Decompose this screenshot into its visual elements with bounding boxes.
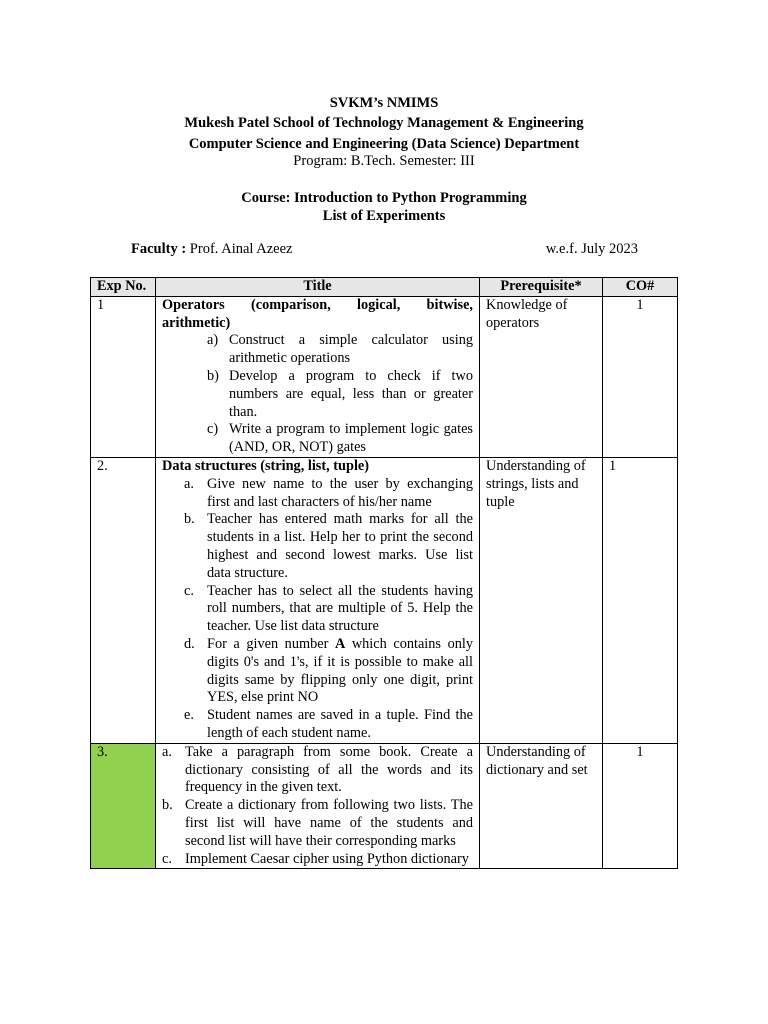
faculty-name: Prof. Ainal Azeez [186, 241, 293, 257]
exp-heading: Data structures (string, list, tuple) [162, 457, 370, 474]
list-item: d. For a given number A which contains only digits 0's and 1's, if it is possible to make all digits same by flipping only one digit, print YES, else print NO [184, 635, 473, 706]
co-cell: 1 [603, 457, 678, 743]
list-item: c) Write a program to implement logic gates (AND, OR, NOT) gates [207, 421, 473, 456]
exp-number: 2. [91, 457, 156, 743]
course-title: Course: Introduction to Python Programming [241, 190, 527, 206]
list-item: a) Construct a simple calculator using arithmetic operations [207, 332, 473, 367]
exp-title-cell [156, 743, 480, 869]
co-cell: 1 [603, 296, 678, 457]
org-name: SVKM’s NMIMS [329, 95, 439, 111]
exp-number: 1 [91, 296, 156, 457]
faculty-row [131, 241, 638, 259]
sub-task-list [207, 332, 473, 457]
faculty-label: Faculty : [131, 241, 187, 257]
list-item: b) Develop a program to check if two numbers are equal, less than or greater than. [207, 367, 473, 420]
exp-heading: Operators (comparison, logical, bitwise, arithmetic) [162, 296, 473, 331]
list-item: e. Student names are saved in a tuple. Find the length of each student name. [184, 707, 473, 741]
experiments-table [90, 277, 678, 869]
prerequisite-cell: Knowledge of operators [480, 296, 603, 457]
list-item: a. Take a paragraph from some book. Create a dictionary consisting of all the words and its frequency in the given text. [162, 743, 473, 796]
table-header-row [91, 278, 678, 297]
list-item: b. Teacher has entered math marks for all the students in a list. Help her to print the second highest and second lowest marks. Use list data structure. [184, 511, 473, 581]
department-name: Computer Science and Engineering (Data Science) Department [188, 136, 580, 152]
list-title: List of Experiments [322, 208, 446, 224]
program-line: Program: B.Tech. Semester: III [293, 153, 475, 169]
co-cell: 1 [603, 743, 678, 869]
wef-date: w.e.f. July 2023 [545, 241, 638, 257]
prerequisite-cell: Understanding of strings, lists and tuple [480, 457, 603, 743]
list-item: b. Create a dictionary from following two lists. The first list will have name of the students and second list will have their corresponding marks [162, 797, 473, 849]
exp-number: 3. [91, 743, 156, 869]
exp-title-cell [156, 457, 480, 743]
table-row [91, 743, 678, 869]
header-title: Title [156, 278, 480, 297]
list-item: a. Give new name to the user by exchanging first and last characters of his/her name [184, 475, 473, 510]
header-exp-no: Exp No. [91, 278, 156, 297]
sub-task-list [162, 744, 473, 869]
table-row [91, 296, 678, 457]
table-row [91, 457, 678, 743]
prerequisite-cell: Understanding of dictionary and set [480, 743, 603, 869]
exp-title-cell [156, 296, 480, 457]
school-name: Mukesh Patel School of Technology Management & Engineering [184, 115, 584, 131]
header-prerequisite: Prerequisite* [480, 278, 603, 297]
sub-task-list [184, 476, 473, 743]
list-item: c. Implement Caesar cipher using Python dictionary [162, 850, 469, 867]
list-item: c. Teacher has to select all the students having roll numbers, that are multiple of 5. Help the teacher. Use list data structure [184, 582, 473, 635]
header-co: CO# [603, 278, 678, 297]
